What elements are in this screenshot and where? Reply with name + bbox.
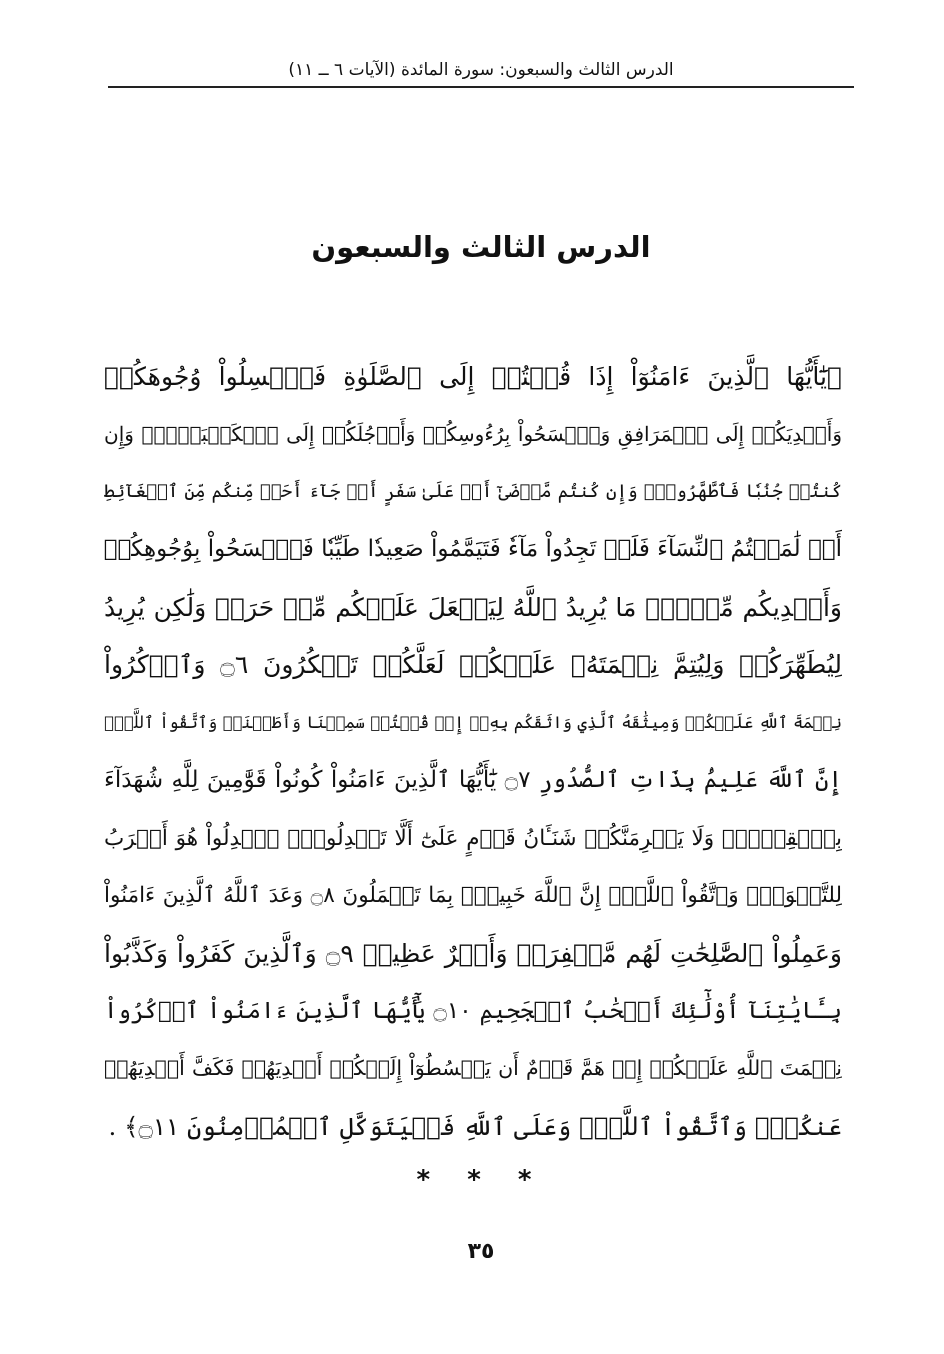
verse-line: بِـَٔايَٰتِنَآ أُوْلَٰٓئِكَ أَصۡحَٰبُ ٱلۡجَحِيمِ ۝١٠ يَٰٓأَيُّهَا ٱلَّذِينَ ءَامَنُواْ ٱذۡكُرُواْ — [104, 997, 842, 1024]
verse-line: لِيُطَهِّرَكُمۡ وَلِيُتِمَّ نِعۡمَتَهُۥ عَلَيۡكُمۡ لَعَلَّكُمۡ تَشۡكُرُونَ ۝٦ وَٱذۡكُرُواْ — [104, 650, 842, 680]
quran-verses-block — [104, 348, 842, 1156]
verse-line: ﴿يَٰٓأَيُّهَا ٱلَّذِينَ ءَامَنُوٓاْ إِذَا قُمۡتُمۡ إِلَى ٱلصَّلَوٰةِ فَٱغۡسِلُواْ وُجُوهَكُمۡ — [104, 362, 842, 391]
verse-line: وَأَيۡدِيَكُمۡ إِلَى ٱلۡمَرَافِقِ وَٱمۡسَحُواْ بِرُءُوسِكُمۡ وَأَرۡجُلَكُمۡ إِلَى ٱلۡكَعۡبَيۡنِۚ وَإِن — [104, 421, 842, 446]
verse-line: نِعۡمَتَ ٱللَّهِ عَلَيۡكُمۡ إِذۡ هَمَّ قَوۡمٌ أَن يَبۡسُطُوٓاْ إِلَيۡكُمۡ أَيۡدِيَهُمۡ فَكَفَّ أَيۡدِيَهُمۡ — [104, 1056, 842, 1081]
verse-line: كُنتُمۡ جُنُبٗا فَٱطَّهَّرُواْۚ وَإِن كُنتُم مَّرۡضَىٰٓ أَوۡ عَلَىٰ سَفَرٍ أَوۡ جَآءَ أَحَدٞ مِّنكُم مِّنَ ٱلۡغَآئِطِ — [104, 481, 842, 503]
running-header: الدرس الثالث والسبعون: سورة المائدة (الآيات ٦ ــ ١١) — [288, 60, 674, 80]
header-rule — [108, 86, 854, 88]
verse-line: إِنَّ ٱللَّهَ عَلِيمُۢ بِذَاتِ ٱلصُّدُورِ ۝٧ يَٰٓأَيُّهَا ٱلَّذِينَ ءَامَنُواْ كُونُواْ قَوَّٰمِينَ لِلَّهِ شُهَدَآءَ — [104, 766, 842, 793]
section-divider: * * * — [416, 1165, 546, 1195]
verse-line: نِعۡمَةَ ٱللَّهِ عَلَيۡكُمۡ وَمِيثَٰقَهُ ٱلَّذِي وَاثَقَكُم بِهِۦٓ إِذۡ قُلۡتُمۡ سَمِعۡنَا وَأَطَعۡنَاۖ وَٱتَّقُواْ ٱللَّهَۚ — [104, 713, 842, 733]
verse-line: لِلتَّقۡوَىٰۖ وَٱتَّقُواْ ٱللَّهَۚ إِنَّ ٱللَّهَ خَبِيرُۢ بِمَا تَعۡمَلُونَ ۝٨ وَعَدَ ٱللَّهُ ٱلَّذِينَ ءَامَنُواْ — [104, 883, 842, 909]
verse-line: بِٱلۡقِسۡطِۖ وَلَا يَجۡرِمَنَّكُمۡ شَنَـَٔانُ قَوۡمٍ عَلَىٰٓ أَلَّا تَعۡدِلُواْۚ ٱعۡدِلُواْ هُوَ أَقۡرَبُ — [104, 825, 842, 851]
page-number: ٣٥ — [467, 1239, 495, 1264]
verse-line: وَأَيۡدِيكُم مِّنۡهُۚ مَا يُرِيدُ ٱللَّهُ لِيَجۡعَلَ عَلَيۡكُم مِّنۡ حَرَجٖ وَلَٰكِن يُرِيدُ — [104, 592, 842, 622]
verse-line: أَوۡ لَٰمَسۡتُمُ ٱلنِّسَآءَ فَلَمۡ تَجِدُواْ مَآءٗ فَتَيَمَّمُواْ صَعِيدٗا طَيِّبٗا فَٱمۡسَحُواْ بِوُجُوهِكُمۡ — [104, 536, 842, 563]
verse-line: عَنكُمۡۖ وَٱتَّقُواْ ٱللَّهَۚ وَعَلَى ٱللَّهِ فَلۡيَتَوَكَّلِ ٱلۡمُؤۡمِنُونَ ۝١١﴾ . — [108, 1111, 842, 1141]
verse-line: وَعَمِلُواْ ٱلصَّٰلِحَٰتِ لَهُم مَّغۡفِرَةٞ وَأَجۡرٌ عَظِيمٞ ۝٩ وَٱلَّذِينَ كَفَرُواْ وَكَذَّبُواْ — [104, 938, 842, 968]
lesson-title: الدرس الثالث والسبعون — [311, 230, 651, 264]
